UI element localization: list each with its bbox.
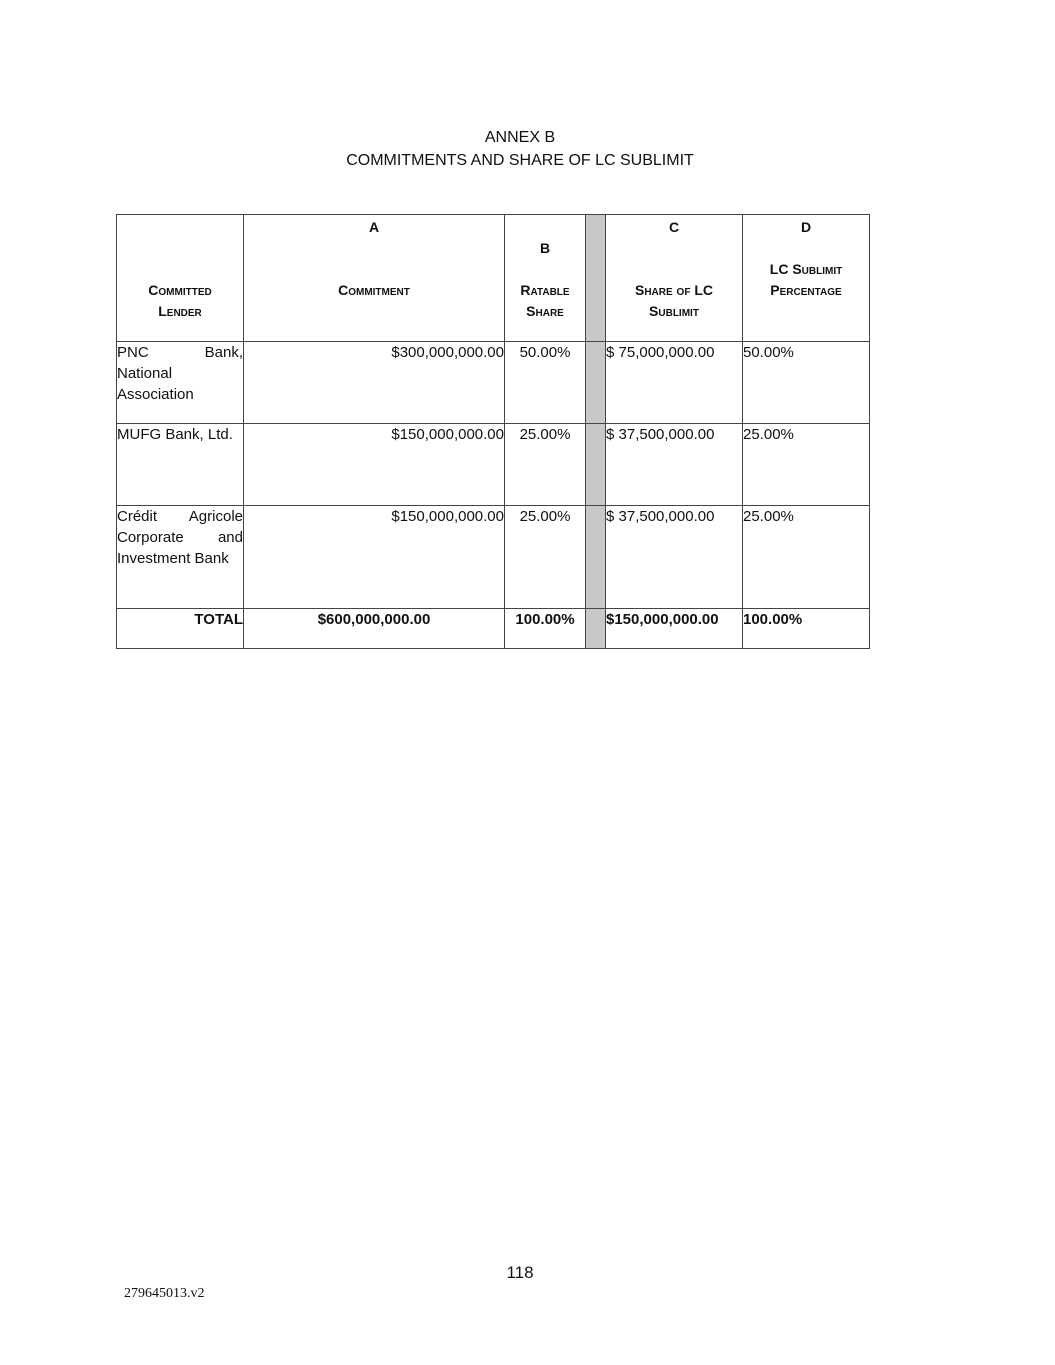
annex-label: ANNEX B — [484, 129, 556, 146]
commitment-amount: $300,000,000.00 — [244, 342, 505, 424]
commitments-table — [116, 214, 870, 649]
header-letter-c: C — [668, 219, 680, 235]
table-row — [117, 506, 870, 609]
share-of-lc: $ 75,000,000.00 — [606, 342, 743, 424]
ratable-share: 50.00% — [505, 342, 586, 424]
ratable-share: 25.00% — [505, 424, 586, 506]
annex-title — [0, 126, 1040, 172]
header-commitment — [244, 215, 505, 342]
commitment-amount: $150,000,000.00 — [244, 506, 505, 609]
lc-sublimit-pct: 25.00% — [743, 506, 870, 609]
commitment-amount: $150,000,000.00 — [244, 424, 505, 506]
spacer-cell — [586, 342, 606, 424]
table-row — [117, 342, 870, 424]
header-lc-sublimit-pct — [743, 215, 870, 342]
ratable-share: 25.00% — [505, 506, 586, 609]
header-letter-a: A — [368, 219, 380, 235]
header-letter-b: B — [539, 240, 551, 256]
share-of-lc: $ 37,500,000.00 — [606, 506, 743, 609]
header-ratable-share — [505, 215, 586, 342]
lender-name: Crédit Agricole Corporate and Investment Bank — [117, 506, 244, 609]
header-pct-line1: LC Sublimit — [769, 261, 843, 277]
share-of-lc: $ 37,500,000.00 — [606, 424, 743, 506]
table-row — [117, 424, 870, 506]
header-share-line2: Sublimit — [649, 303, 699, 319]
header-lender-line1: Committed — [148, 282, 212, 298]
page-number: 118 — [506, 1263, 534, 1282]
header-commitment-label: Commitment — [338, 282, 410, 298]
lender-name: MUFG Bank, Ltd. — [117, 424, 244, 506]
document-id: 279645013.v2 — [124, 1286, 205, 1301]
total-ratable-share: 100.00% — [505, 609, 586, 649]
header-share-line1: Share of LC — [634, 282, 713, 298]
lender-name: PNC Bank, National Association — [117, 342, 244, 424]
total-lc-sublimit-pct: 100.00% — [743, 609, 870, 649]
total-share-of-lc: $150,000,000.00 — [606, 609, 743, 649]
header-committed-lender — [117, 215, 244, 342]
spacer-cell — [586, 609, 606, 649]
header-ratable-line1: Ratable — [520, 282, 570, 298]
total-label: TOTAL — [117, 609, 244, 649]
header-lender-line2: Lender — [158, 303, 202, 319]
header-spacer-column — [586, 215, 606, 342]
spacer-cell — [586, 424, 606, 506]
header-letter-d: D — [800, 219, 812, 235]
header-share-of-lc — [606, 215, 743, 342]
lc-sublimit-pct: 25.00% — [743, 424, 870, 506]
spacer-cell — [586, 506, 606, 609]
table-header-row — [117, 215, 870, 342]
total-row — [117, 609, 870, 649]
header-ratable-line2: Share — [526, 303, 564, 319]
total-commitment: $600,000,000.00 — [244, 609, 505, 649]
lc-sublimit-pct: 50.00% — [743, 342, 870, 424]
header-pct-line2: Percentage — [770, 282, 842, 298]
annex-subtitle: COMMITMENTS AND SHARE OF LC SUBLIMIT — [346, 152, 694, 169]
